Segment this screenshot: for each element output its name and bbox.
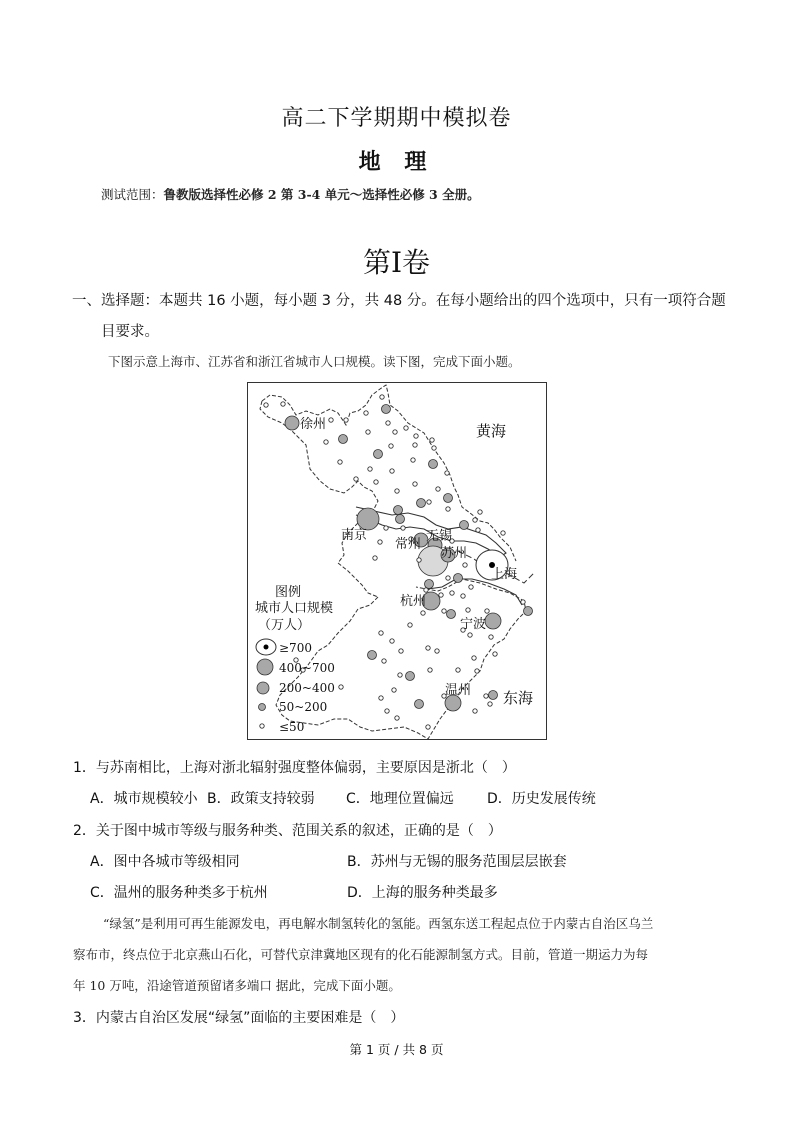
test-scope-value: 鲁教版选择性必修 2 第 3-4 单元～选择性必修 3 全册。 xyxy=(163,187,480,202)
page-footer: 第 1 页 / 共 8 页 xyxy=(349,1042,444,1057)
legend-label-400-700: 400~700 xyxy=(279,661,335,675)
legend-symbol-under-50 xyxy=(260,724,264,728)
question-1-stem: 1．与苏南相比，上海对浙北辐射强度整体偏弱，主要原因是浙北（ ） xyxy=(73,760,516,776)
question-2-option-c: C．温州的服务种类多于杭州 xyxy=(90,885,268,901)
legend-subtitle: 城市人口规模 xyxy=(255,601,334,616)
map-label-xuzhou: 徐州 xyxy=(300,417,327,432)
map-label-ningbo: 宁波 xyxy=(460,617,487,632)
section-instructions-line2: 目要求。 xyxy=(101,324,159,340)
question-2-option-d: D．上海的服务种类最多 xyxy=(347,885,498,901)
section-instructions-line1: 一、选择题：本题共 16 小题，每小题 3 分，共 48 分。在每小题给出的四个选项中，只有一项符合题 xyxy=(72,293,726,309)
legend-symbol-50-200 xyxy=(259,704,266,711)
question-1-option-c: C．地理位置偏远 xyxy=(346,791,454,807)
map-label-wuxi: 无锡 xyxy=(426,529,453,544)
map-label-suzhou: 苏州 xyxy=(441,546,468,561)
population-map-figure xyxy=(247,382,547,740)
question-2-option-a: A．图中各城市等级相同 xyxy=(90,854,240,870)
legend-label-under-50: ≤50 xyxy=(279,720,305,734)
map-label-hangzhou: 杭州 xyxy=(400,594,427,609)
legend-label-200-400: 200~400 xyxy=(279,681,335,695)
map-label-shanghai: 上海 xyxy=(491,567,518,582)
city-dot-nanjing xyxy=(357,508,379,530)
passage-line-1: “绿氢”是利用可再生能源发电，再电解水制氢转化的氢能。西氢东送工程起点位于内蒙古自治区乌兰 xyxy=(103,916,654,931)
question-3-stem: 3．内蒙古自治区发展“绿氢”面临的主要困难是（ ） xyxy=(73,1010,405,1026)
exam-subject: 地 理 xyxy=(358,150,435,175)
legend-unit: （万人） xyxy=(258,618,311,633)
map-label-wenzhou: 温州 xyxy=(445,683,472,698)
passage-line-3: 年 10 万吨，沿途管道预留诸多端口 据此，完成下面小题。 xyxy=(73,978,401,993)
legend-label-50-200: 50~200 xyxy=(279,700,328,714)
map-label-huanghai: 黄海 xyxy=(476,422,507,440)
question-1-option-b: B．政策支持较弱 xyxy=(207,791,315,807)
city-dot-ningbo xyxy=(485,613,501,629)
legend-title: 图例 xyxy=(275,585,302,600)
legend-symbol-400-700 xyxy=(257,659,273,675)
exam-title: 高二下学期期中模拟卷 xyxy=(281,106,512,131)
map-label-nanjing: 南京 xyxy=(341,528,368,543)
legend-label-700plus: ≥700 xyxy=(279,641,312,655)
question-2-stem: 2．关于图中城市等级与服务种类、范围关系的叙述，正确的是（ ） xyxy=(73,823,502,839)
test-scope-label: 测试范围： xyxy=(101,187,164,202)
question-1-option-d: D．历史发展传统 xyxy=(487,791,596,807)
passage-line-2: 察布市，终点位于北京燕山石化，可替代京津冀地区现有的化石能源制氢方式。目前，管道一期运力为每 xyxy=(73,947,649,962)
map-label-changzhou: 常州 xyxy=(395,537,422,552)
population-map-svg xyxy=(248,383,546,739)
volume-title: 第I卷 xyxy=(362,246,431,279)
map-intro-text: 下图示意上海市、江苏省和浙江省城市人口规模。读下图，完成下面小题。 xyxy=(108,354,521,369)
question-2-option-b: B．苏州与无锡的服务范围层层嵌套 xyxy=(347,854,567,870)
legend-symbol-200-400 xyxy=(257,682,269,694)
city-dot-xuzhou xyxy=(285,416,299,430)
map-label-donghai: 东海 xyxy=(503,689,534,707)
question-1-option-a: A．城市规模较小 xyxy=(90,791,198,807)
test-scope xyxy=(101,185,480,203)
